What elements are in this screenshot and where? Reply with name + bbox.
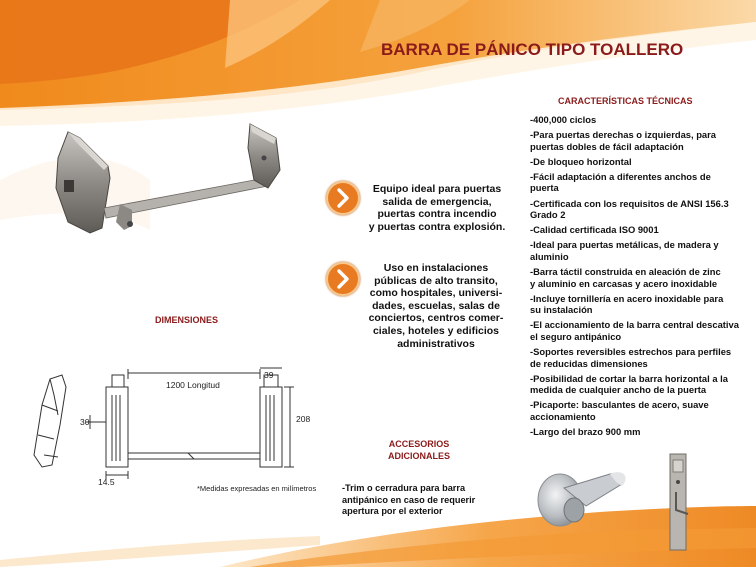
spec-item xyxy=(530,266,756,289)
spec-item xyxy=(530,239,756,262)
spec-line: -Para puertas derechas o izquierdas, para xyxy=(530,129,717,141)
feature-public-use xyxy=(356,262,516,350)
spec-item xyxy=(530,114,756,126)
panic-bar-photo xyxy=(50,118,290,243)
spec-line: -Posibilidad de cortar la barra horizontal a la xyxy=(530,372,728,384)
spec-item xyxy=(530,156,756,168)
spec-item xyxy=(530,224,756,236)
spec-line: -Ideal para puertas metálicas, de madera y xyxy=(530,239,719,251)
accessories-heading-line: ACCESORIOS xyxy=(388,439,450,449)
spec-line: -Certificada con los requisitos de ANSI 156.3 xyxy=(530,197,729,209)
spec-line: medida de cualquier ancho de la puerta xyxy=(530,384,707,396)
spec-item xyxy=(530,373,756,396)
page-title: BARRA DE PÁNICO TIPO TOALLERO xyxy=(381,40,684,59)
spec-line: accionamiento xyxy=(530,411,596,423)
accessories-line: antipánico en caso de requerir xyxy=(342,494,476,505)
feature-line: Uso en instalaciones xyxy=(383,262,489,274)
accessories-description xyxy=(342,483,492,518)
spec-line: puertas dobles de fácil adaptación xyxy=(530,140,684,152)
chevron-right-icon xyxy=(326,181,360,215)
spec-item xyxy=(530,293,756,316)
dimension-208: 208 xyxy=(296,414,311,424)
spec-item xyxy=(530,426,756,438)
feature-line: Equipo ideal para puertas xyxy=(372,183,502,195)
spec-line: el seguro antipánico xyxy=(530,331,622,342)
spec-line: -Calidad certificada ISO 9001 xyxy=(530,224,659,236)
spec-line: -El accionamiento de la barra central descativa xyxy=(530,319,739,331)
accessories-heading xyxy=(360,438,478,462)
spec-line: -400,000 ciclos xyxy=(530,114,597,125)
spec-item xyxy=(530,319,756,342)
spec-line: puerta xyxy=(530,182,559,194)
spec-item xyxy=(530,129,756,152)
accessories-line: apertura por el exterior xyxy=(342,506,443,517)
spec-line: -Largo del brazo 900 mm xyxy=(530,426,641,438)
lever-handle-photo xyxy=(528,464,632,534)
feature-line: y puertas contra explosión. xyxy=(368,220,506,233)
feature-line: como hospitales, universi- xyxy=(369,287,503,300)
spec-item xyxy=(530,399,756,422)
feature-line: dades, escuelas, salas de xyxy=(372,299,500,312)
accessories-line: -Trim o cerradura para barra xyxy=(342,483,466,493)
spec-item xyxy=(530,171,756,194)
spec-line: -Picaporte: basculantes de acero, suave xyxy=(530,399,709,411)
spec-line: Grado 2 xyxy=(530,209,566,221)
specs-list xyxy=(530,114,756,441)
feature-line: ciales, hoteles y edificios xyxy=(372,324,500,337)
dimension-14-5: 14.5 xyxy=(98,477,115,487)
spec-line: -Soportes reversibles estrechos para perfiles xyxy=(530,346,732,358)
feature-emergency-doors xyxy=(358,183,516,233)
chevron-right-icon xyxy=(326,262,360,296)
spec-line: su instalación xyxy=(530,304,593,316)
spec-item xyxy=(530,198,756,221)
feature-line: conciertos, centros comer- xyxy=(368,312,504,325)
feature-line: administrativos xyxy=(397,337,475,350)
spec-line: -Fácil adaptación a diferentes anchos de xyxy=(530,170,711,182)
dimensions-note: *Medidas expresadas en milímetros xyxy=(197,484,317,493)
spec-line: de reducidas dimensiones xyxy=(530,357,648,369)
dimension-39: 39 xyxy=(264,370,274,380)
feature-line: públicas de alto transito, xyxy=(374,274,498,287)
trim-plate-photo xyxy=(664,452,694,554)
dimension-30: 30 xyxy=(80,417,90,427)
spec-line: -Barra táctil construida en aleación de zinc xyxy=(530,266,721,278)
spec-item xyxy=(530,346,756,369)
dimensions-heading: DIMENSIONES xyxy=(155,315,219,325)
feature-line: salida de emergencia, xyxy=(382,195,492,208)
accessories-heading-line: ADICIONALES xyxy=(387,451,450,461)
spec-line: y aluminio en carcasas y acero inoxidable xyxy=(530,277,718,289)
spec-line: -De bloqueo horizontal xyxy=(530,155,632,167)
specs-heading: CARACTERÍSTICAS TÉCNICAS xyxy=(558,96,693,106)
feature-line: puertas contra incendio xyxy=(377,208,497,221)
dimension-length: 1200 Longitud xyxy=(166,380,220,390)
spec-line: -Incluye tornillería en acero inoxidable para xyxy=(530,292,724,304)
spec-line: aluminio xyxy=(530,250,569,262)
